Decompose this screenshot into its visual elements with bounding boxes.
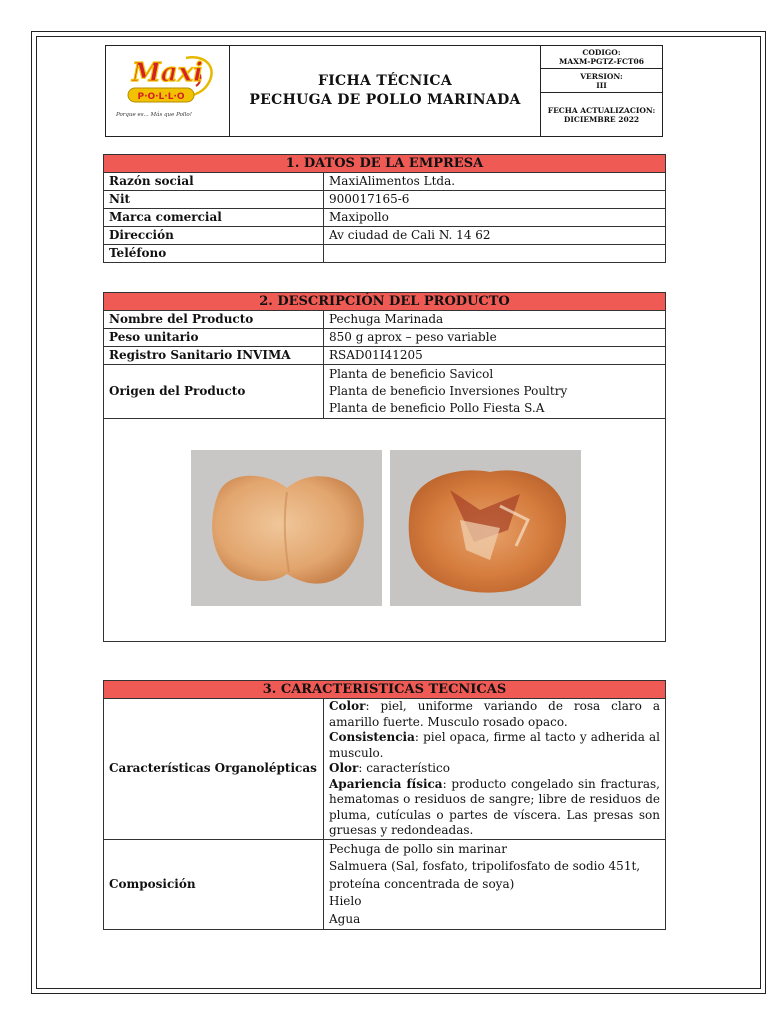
title-line-1: FICHA TÉCNICA [317, 73, 453, 89]
row-value: MaxiAlimentos Ltda. [324, 173, 666, 191]
product-photos [104, 419, 666, 642]
peso-value: 850 g aprox – peso variable [324, 329, 666, 347]
consistencia-text: : piel opaca, firme al tacto y adherida al musculo. [329, 730, 660, 760]
composicion-line: Agua [329, 911, 361, 926]
origen-line: Planta de beneficio Inversiones Poultry [329, 384, 568, 398]
registro-value: RSAD01I41205 [324, 347, 666, 365]
title-line-2: PECHUGA DE POLLO MARINADA [249, 92, 521, 108]
origen-value [324, 365, 666, 419]
empresa-table [103, 154, 666, 263]
row-label: Teléfono [104, 245, 324, 263]
origen-line: Planta de beneficio Savicol [329, 367, 494, 381]
row-label: Nit [104, 191, 324, 209]
composicion-line: Hielo [329, 894, 362, 908]
table-row [104, 699, 666, 840]
svg-text:Maxi: Maxi [132, 58, 204, 88]
codigo-value: MAXM-PGTZ-FCT06 [559, 57, 644, 66]
color-paragraph [329, 699, 660, 730]
row-value [324, 245, 666, 263]
version-cell [541, 69, 662, 93]
olor-text: : característico [358, 761, 450, 775]
svg-text:P·O·L·L·O: P·O·L·L·O [137, 92, 185, 102]
row-value: Av ciudad de Cali N. 14 62 [324, 227, 666, 245]
olor-key: Olor [329, 761, 359, 775]
table-row [104, 347, 666, 365]
table-row [104, 839, 666, 930]
table-row [104, 209, 666, 227]
composicion-label: Composición [104, 839, 324, 930]
section-3-title: 3. CARACTERISTICAS TECNICAS [104, 681, 666, 699]
fecha-label: FECHA ACTUALIZACION: [547, 105, 656, 115]
logo-slogan: Porque es... Más que Pollo! [116, 112, 192, 118]
apariencia-paragraph [329, 777, 660, 839]
maxipollo-logo-icon [114, 52, 220, 112]
origen-label: Origen del Producto [104, 365, 324, 419]
olor-paragraph [329, 761, 660, 777]
composicion-line: Pechuga de pollo sin marinar [329, 841, 507, 856]
consistencia-key: Consistencia [329, 730, 415, 744]
row-value: Maxipollo [324, 209, 666, 227]
registro-label: Registro Sanitario INVIMA [104, 347, 324, 365]
document-meta [541, 46, 662, 136]
chicken-breast-photo-marinated [390, 450, 581, 606]
document-header [105, 45, 663, 137]
consistencia-paragraph [329, 730, 660, 761]
organolepticas-value [324, 699, 666, 840]
section-1-title: 1. DATOS DE LA EMPRESA [104, 155, 666, 173]
producto-table [103, 292, 666, 642]
codigo-label: CODIGO: [582, 48, 621, 57]
nombre-label: Nombre del Producto [104, 311, 324, 329]
origen-line: Planta de beneficio Pollo Fiesta S.A [329, 401, 545, 415]
table-row [104, 191, 666, 209]
table-row [104, 311, 666, 329]
version-value: III [596, 80, 607, 90]
organolepticas-label: Características Organolépticas [104, 699, 324, 840]
apariencia-text: : producto congelado sin fracturas, hematomas o residuos de sangre; libre de residuos de pluma, cutículas o partes de víscera. Las presas son gruesas y redondeadas. [329, 776, 660, 837]
peso-label: Peso unitario [104, 329, 324, 347]
color-key: Color [329, 699, 366, 713]
composicion-line: Salmuera (Sal, fosfato, tripolifosfato de sodio 451t, proteína concentrada de soya) [329, 859, 641, 891]
company-logo [106, 46, 230, 136]
table-row [104, 227, 666, 245]
row-label: Razón social [104, 173, 324, 191]
table-row [104, 173, 666, 191]
section-2-title: 2. DESCRIPCIÓN DEL PRODUCTO [104, 293, 666, 311]
table-row [104, 245, 666, 263]
table-row [104, 419, 666, 642]
fecha-cell [541, 93, 662, 136]
row-label: Marca comercial [104, 209, 324, 227]
codigo-cell [541, 46, 662, 69]
apariencia-key: Apariencia física [329, 776, 443, 791]
chicken-breast-photo-raw [191, 450, 382, 606]
fecha-value: DICIEMBRE 2022 [563, 114, 640, 124]
table-row [104, 329, 666, 347]
document-title [230, 46, 541, 136]
table-row [104, 365, 666, 419]
row-value: 900017165-6 [324, 191, 666, 209]
version-label: VERSION: [580, 71, 623, 81]
row-label: Dirección [104, 227, 324, 245]
color-text: : piel, uniforme variando de rosa claro a amarillo fuerte. Musculo rosado opaco. [329, 699, 660, 729]
caracteristicas-table [103, 680, 666, 930]
nombre-value: Pechuga Marinada [324, 311, 666, 329]
composicion-value [324, 839, 666, 930]
